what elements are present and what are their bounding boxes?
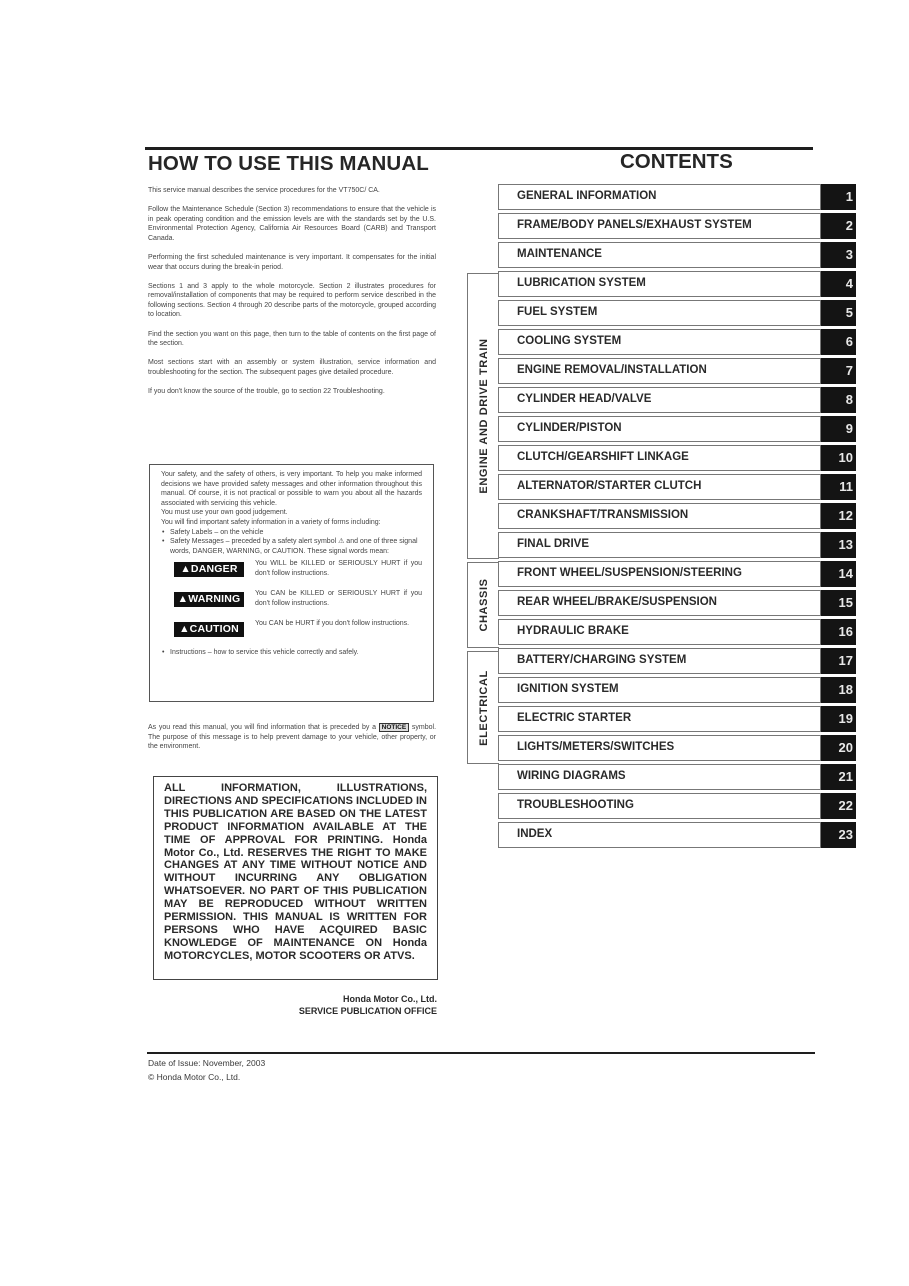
group-label: ELECTRICAL [477, 669, 490, 746]
toc-label[interactable]: WIRING DIAGRAMS [517, 770, 626, 782]
toc-item-12[interactable] [498, 503, 856, 529]
toc-item-10[interactable] [498, 445, 856, 471]
toc-item-4[interactable] [498, 271, 856, 297]
publisher-office: SERVICE PUBLICATION OFFICE [298, 1005, 437, 1016]
signal-danger [174, 559, 422, 586]
toc-item-11[interactable] [498, 474, 856, 500]
notice-text-before: As you read this manual, you will find information that is preceded by a [148, 724, 376, 731]
toc-label[interactable]: GENERAL INFORMATION [517, 190, 657, 202]
publisher-block [200, 994, 437, 1017]
section-tab[interactable]: 1 [821, 184, 856, 210]
section-tab[interactable]: 17 [821, 648, 856, 674]
section-tab[interactable]: 7 [821, 358, 856, 384]
danger-label: ▲DANGER [174, 562, 244, 577]
intro-paragraph: Most sections start with an assembly or system illustration, service information and troubleshooting for the section. The subsequent pages give detailed procedure. [148, 359, 436, 376]
section-tab[interactable]: 12 [821, 503, 856, 529]
toc-item-17[interactable] [498, 648, 856, 674]
publisher-company: Honda Motor Co., Ltd. [343, 994, 437, 1004]
safety-bullet: • Safety Labels – on the vehicle [170, 528, 422, 538]
signal-caution [174, 619, 422, 646]
safety-box [149, 464, 434, 702]
date-of-issue: Date of Issue: November, 2003 [148, 1058, 266, 1068]
toc-label[interactable]: CYLINDER/PISTON [517, 422, 622, 434]
toc-item-21[interactable] [498, 764, 856, 790]
group-chassis [467, 562, 499, 648]
intro-paragraph: Sections 1 and 3 apply to the whole motorcycle. Section 2 illustrates procedures for removal/installation of components that may be required to perform service described in the following sections. Section 4 through 20 describe parts of the motorcycle, grouped according to location. [148, 282, 436, 319]
bottom-rule [147, 1052, 815, 1054]
toc-item-6[interactable] [498, 329, 856, 355]
toc-item-7[interactable] [498, 358, 856, 384]
toc-item-13[interactable] [498, 532, 856, 558]
footer [148, 1056, 265, 1084]
toc-item-16[interactable] [498, 619, 856, 645]
safety-list [161, 648, 422, 658]
toc-item-5[interactable] [498, 300, 856, 326]
toc-label[interactable]: ENGINE REMOVAL/INSTALLATION [517, 364, 707, 376]
intro-paragraph: If you don't know the source of the trouble, go to section 22 Troubleshooting. [148, 387, 385, 395]
section-tab[interactable]: 5 [821, 300, 856, 326]
toc-item-14[interactable] [498, 561, 856, 587]
toc-item-22[interactable] [498, 793, 856, 819]
danger-text: You WILL be KILLED or SERIOUSLY HURT if you don't follow instructions. [255, 560, 422, 577]
toc-label[interactable]: FINAL DRIVE [517, 538, 589, 550]
safety-paragraph: You must use your own good judgement. [161, 509, 288, 517]
safety-paragraph: Your safety, and the safety of others, is very important. To help you make informed decisions we have provided safety messages and other information throughout this manual. Of course, it is not practical or possible to warn you about all the hazards associated with servicing this vehicle. [161, 471, 422, 507]
toc-label[interactable]: INDEX [517, 828, 553, 840]
notice-tag: NOTICE [379, 723, 410, 732]
intro-text [148, 186, 436, 406]
toc-item-15[interactable] [498, 590, 856, 616]
toc-label[interactable]: ALTERNATOR/STARTER CLUTCH [517, 480, 702, 492]
warning-text: You CAN be KILLED or SERIOUSLY HURT if you don't follow instructions. [255, 590, 422, 607]
group-electrical [467, 651, 499, 764]
warning-label: ▲WARNING [174, 592, 244, 607]
section-tab[interactable]: 20 [821, 735, 856, 761]
toc-item-9[interactable] [498, 416, 856, 442]
toc-item-20[interactable] [498, 735, 856, 761]
group-label: CHASSIS [477, 578, 490, 632]
toc-label[interactable]: TROUBLESHOOTING [517, 799, 634, 811]
toc-label[interactable]: MAINTENANCE [517, 248, 602, 260]
signal-warning [174, 589, 422, 616]
safety-paragraph: You will find important safety information in a variety of forms including: [161, 518, 381, 526]
contents-title: CONTENTS [620, 150, 733, 173]
section-tab[interactable]: 8 [821, 387, 856, 413]
copyright: © Honda Motor Co., Ltd. [148, 1072, 241, 1082]
section-tab[interactable]: 18 [821, 677, 856, 703]
intro-paragraph: Performing the first scheduled maintenance is very important. It compensates for the initial wear that occurs during the break-in period. [148, 253, 436, 271]
section-tab[interactable]: 4 [821, 271, 856, 297]
toc-item-18[interactable] [498, 677, 856, 703]
section-tab[interactable]: 22 [821, 793, 856, 819]
toc-item-23[interactable] [498, 822, 856, 848]
toc-label[interactable]: COOLING SYSTEM [517, 335, 622, 347]
notice-paragraph [148, 723, 436, 752]
caution-label: ▲CAUTION [174, 622, 244, 637]
section-tab[interactable]: 14 [821, 561, 856, 587]
toc-label[interactable]: CYLINDER HEAD/VALVE [517, 393, 652, 405]
toc-item-2[interactable] [498, 213, 856, 239]
section-tab[interactable]: 15 [821, 590, 856, 616]
toc-label[interactable]: BATTERY/CHARGING SYSTEM [517, 654, 687, 666]
toc-item-1[interactable] [498, 184, 856, 210]
page-title-how-to-use: HOW TO USE THIS MANUAL [148, 152, 429, 175]
toc-label[interactable]: LIGHTS/METERS/SWITCHES [517, 741, 675, 753]
caution-text: You CAN be HURT if you don't follow instructions. [255, 620, 410, 628]
section-tab[interactable]: 2 [821, 213, 856, 239]
section-tab[interactable]: 16 [821, 619, 856, 645]
section-tab[interactable]: 23 [821, 822, 856, 848]
toc-label[interactable]: CRANKSHAFT/TRANSMISSION [517, 509, 689, 521]
safety-bullet: • Instructions – how to service this vehicle correctly and safely. [170, 648, 422, 658]
section-tab[interactable]: 6 [821, 329, 856, 355]
toc-label[interactable]: ELECTRIC STARTER [517, 712, 632, 724]
intro-paragraph: Follow the Maintenance Schedule (Section 3) recommendations to ensure that the vehicle is in peak operating condition and the emission levels are with the standards set by the U.S. Environmental Protection Agency, California Air Resources Board (CARB) and Transport Canada. [148, 206, 436, 242]
section-tab[interactable]: 19 [821, 706, 856, 732]
section-tab[interactable]: 21 [821, 764, 856, 790]
section-tab[interactable]: 11 [821, 474, 856, 500]
safety-list [161, 528, 422, 557]
toc-item-19[interactable] [498, 706, 856, 732]
section-tab[interactable]: 13 [821, 532, 856, 558]
safety-bullet: • Safety Messages – preceded by a safety alert symbol ⚠ and one of three signal words, DANGER, WARNING, or CAUTION. These signal words mean: [170, 537, 422, 556]
intro-paragraph: This service manual describes the service procedures for the VT750C/ CA. [148, 187, 380, 194]
toc-item-3[interactable] [498, 242, 856, 268]
toc-label[interactable]: REAR WHEEL/BRAKE/SUSPENSION [517, 596, 717, 608]
toc-label[interactable]: IGNITION SYSTEM [517, 683, 619, 695]
notice-text-after: symbol. The purpose of this message is to help prevent damage to your vehicle, other property, or the environment. [148, 724, 437, 751]
section-tab[interactable]: 10 [821, 445, 856, 471]
section-tab[interactable]: 3 [821, 242, 856, 268]
group-engine-drive-train [467, 273, 499, 559]
toc-item-8[interactable] [498, 387, 856, 413]
disclaimer-box: ALL INFORMATION, ILLUSTRATIONS, DIRECTIONS AND SPECIFICATIONS INCLUDED IN THIS PUBLICATION ARE BASED ON THE LATEST PRODUCT INFORMATION AVAILABLE AT THE TIME OF APPROVAL FOR PRINTING. Honda Motor Co., Ltd. RESERVES THE RIGHT TO MAKE CHANGES AT ANY TIME WITHOUT NOTICE AND WITHOUT INCURRING ANY OBLIGATION WHATSOEVER. NO PART OF THIS PUBLICATION MAY BE REPRODUCED WITHOUT WRITTEN PERMISSION. THIS MANUAL IS WRITTEN FOR PERSONS WHO HAVE ACQUIRED BASIC KNOWLEDGE OF MAINTENANCE ON Honda MOTORCYCLES, MOTOR SCOOTERS OR ATVS. [153, 776, 438, 980]
toc-label[interactable]: FRAME/BODY PANELS/EXHAUST SYSTEM [517, 219, 752, 231]
toc-label[interactable]: CLUTCH/GEARSHIFT LINKAGE [517, 451, 689, 463]
toc-label[interactable]: HYDRAULIC BRAKE [517, 625, 629, 637]
group-label: ENGINE AND DRIVE TRAIN [477, 338, 490, 494]
toc-label[interactable]: LUBRICATION SYSTEM [517, 277, 646, 289]
section-tab[interactable]: 9 [821, 416, 856, 442]
toc-label[interactable]: FUEL SYSTEM [517, 306, 598, 318]
toc-label[interactable]: FRONT WHEEL/SUSPENSION/STEERING [517, 567, 742, 579]
intro-paragraph: Find the section you want on this page, then turn to the table of contents on the first page of the section. [148, 330, 436, 348]
